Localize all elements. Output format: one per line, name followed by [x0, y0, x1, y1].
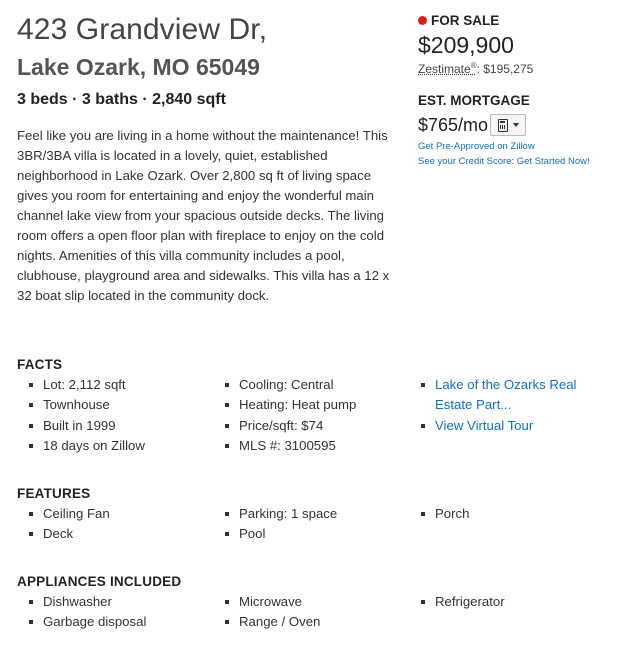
zestimate-label[interactable]: Zestimate®	[418, 61, 477, 76]
facts-link-item	[418, 375, 608, 416]
agent-site-link[interactable]: Lake of the Ozarks Real Estate Part...	[435, 377, 577, 413]
status-dot-icon	[418, 16, 427, 25]
address-street: 423 Grandview Dr,	[17, 13, 268, 46]
feature-item: Pool	[222, 524, 337, 544]
appliance-item: Dishwasher	[26, 592, 146, 612]
fact-lot: Lot: 2,112 sqft	[26, 375, 145, 395]
features-list-col3	[418, 504, 608, 524]
fact-price-sqft: Price/sqft: $74	[222, 416, 356, 436]
facts-list-col2	[222, 375, 356, 456]
mortgage-heading: EST. MORTGAGE	[418, 93, 530, 108]
appliances-list-col3	[418, 592, 608, 612]
feature-item: Parking: 1 space	[222, 504, 337, 524]
listing-description: Feel like you are living in a home without the maintenance! This 3BR/3BA villa is located in a lovely, quiet, established neighborhood in Lake Ozark. Over 2,800 sq ft of living space gives you room for entertaining and enjoy the wonderful main channel lake view from your spacious outside decks. The living room offers a open floor plan with fireplace to enjoy on the cold nights. Amenities of this villa community includes a pool, clubhouse, playground area and sidewalks. This villa has a 12 x 32 boat slip located in the community dock.	[17, 128, 390, 303]
feature-item: Porch	[418, 504, 608, 524]
preapproved-link[interactable]: Get Pre-Approved on Zillow	[418, 141, 535, 152]
appliance-item: Refrigerator	[418, 592, 608, 612]
virtual-tour-link[interactable]: View Virtual Tour	[435, 417, 534, 433]
facts-list-col1	[26, 375, 145, 456]
appliance-item: Range / Oven	[222, 612, 320, 632]
mortgage-calculator-button[interactable]	[490, 114, 526, 136]
address-city: Lake Ozark, MO 65049	[17, 54, 260, 80]
credit-score-link[interactable]: See your Credit Score: Get Started Now!	[418, 156, 590, 167]
zestimate	[418, 61, 533, 76]
facts-links	[418, 375, 608, 436]
facts-heading: FACTS	[17, 357, 63, 372]
facts-link-item	[418, 416, 608, 436]
features-list-col1	[26, 504, 110, 545]
mortgage-value: $765/mo	[418, 114, 489, 135]
bed-bath-summary: 3 beds · 3 baths · 2,840 sqft	[17, 91, 226, 108]
appliances-heading: APPLIANCES INCLUDED	[17, 574, 182, 589]
fact-heating: Heating: Heat pump	[222, 395, 356, 415]
chevron-down-icon	[513, 123, 519, 127]
fact-days: 18 days on Zillow	[26, 436, 145, 456]
appliances-list-col1	[26, 592, 146, 633]
fact-type: Townhouse	[26, 395, 145, 415]
fact-mls: MLS #: 3100595	[222, 436, 356, 456]
appliances-list-col2	[222, 592, 320, 633]
zestimate-value: : $195,275	[476, 62, 534, 76]
feature-item: Deck	[26, 524, 110, 544]
features-heading: FEATURES	[17, 486, 91, 501]
listing-status	[418, 13, 499, 28]
appliance-item: Microwave	[222, 592, 320, 612]
listing-price: $209,900	[418, 32, 514, 58]
fact-cooling: Cooling: Central	[222, 375, 356, 395]
feature-item: Ceiling Fan	[26, 504, 110, 524]
calculator-icon	[498, 119, 508, 132]
mortgage-row	[418, 114, 526, 136]
fact-built: Built in 1999	[26, 416, 145, 436]
appliance-item: Garbage disposal	[26, 612, 146, 632]
features-list-col2	[222, 504, 337, 545]
status-label: FOR SALE	[431, 13, 500, 28]
